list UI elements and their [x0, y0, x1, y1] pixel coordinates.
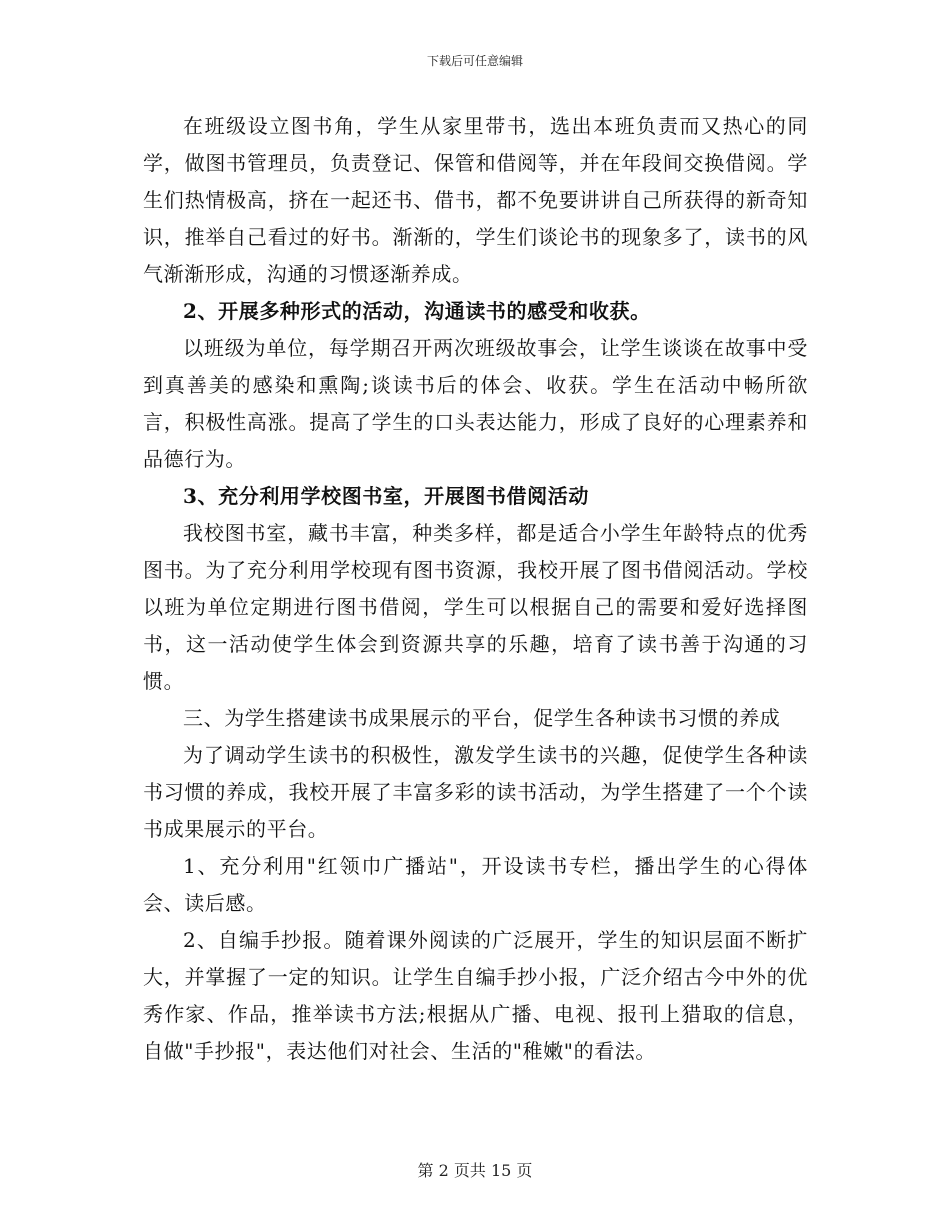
- paragraph-handwritten-paper: 2、自编手抄报。随着课外阅读的广泛展开，学生的知识层面不断扩大，并掌握了一定的知识。让学生自编手抄小报，广泛介绍古今中外的优秀作家、作品，推举读书方法;根据从广播、电视、报刊上猎取的信息，自做"手抄报"，表达他们对社会、生活的"稚嫩"的看法。: [143, 928, 808, 1063]
- document-body: [143, 108, 808, 1070]
- paragraph-book-corner: 在班级设立图书角，学生从家里带书，选出本班负责而又热心的同学，做图书管理员，负责登记、保管和借阅等，并在年段间交换借阅。学生们热情极高，挤在一起还书、借书，都不免要讲讲自己所获得的新奇知识，推举自己看过的好书。渐渐的，学生们谈论书的现象多了，读书的风气渐渐形成，沟通的习惯逐渐养成。: [143, 114, 808, 286]
- page-footer: 第 2 页共 15 页: [417, 1161, 533, 1180]
- paragraph-radio: 1、充分利用"红领巾广播站"，开设读书专栏，播出学生的心得体会、读后感。: [143, 854, 808, 915]
- paragraph-story-meeting: 以班级为单位，每学期召开两次班级故事会，让学生谈谈在故事中受到真善美的感染和熏陶;谈读书后的体会、收获。学生在活动中畅所欲言，积极性高涨。提高了学生的口头表达能力，形成了良好的心理素养和品德行为。: [143, 336, 808, 471]
- heading-activities: 2、开展多种形式的活动，沟通读书的感受和收获。: [183, 299, 651, 323]
- paragraph-platform: 为了调动学生读书的积极性，激发学生读书的兴趣，促使学生各种读书习惯的养成，我校开展了丰富多彩的读书活动，为学生搭建了一个个读书成果展示的平台。: [143, 743, 808, 841]
- page-header: 下载后可任意编辑: [426, 54, 523, 68]
- section-heading-three: 三、为学生搭建读书成果展示的平台，促学生各种读书习惯的养成: [183, 706, 781, 730]
- heading-library: 3、充分利用学校图书室，开展图书借阅活动: [183, 484, 589, 508]
- paragraph-library: 我校图书室，藏书丰富，种类多样，都是适合小学生年龄特点的优秀图书。为了充分利用学校现有图书资源，我校开展了图书借阅活动。学校以班为单位定期进行图书借阅，学生可以根据自己的需要和爱好选择图书，这一活动使学生体会到资源共享的乐趣，培育了读书善于沟通的习惯。: [143, 521, 808, 693]
